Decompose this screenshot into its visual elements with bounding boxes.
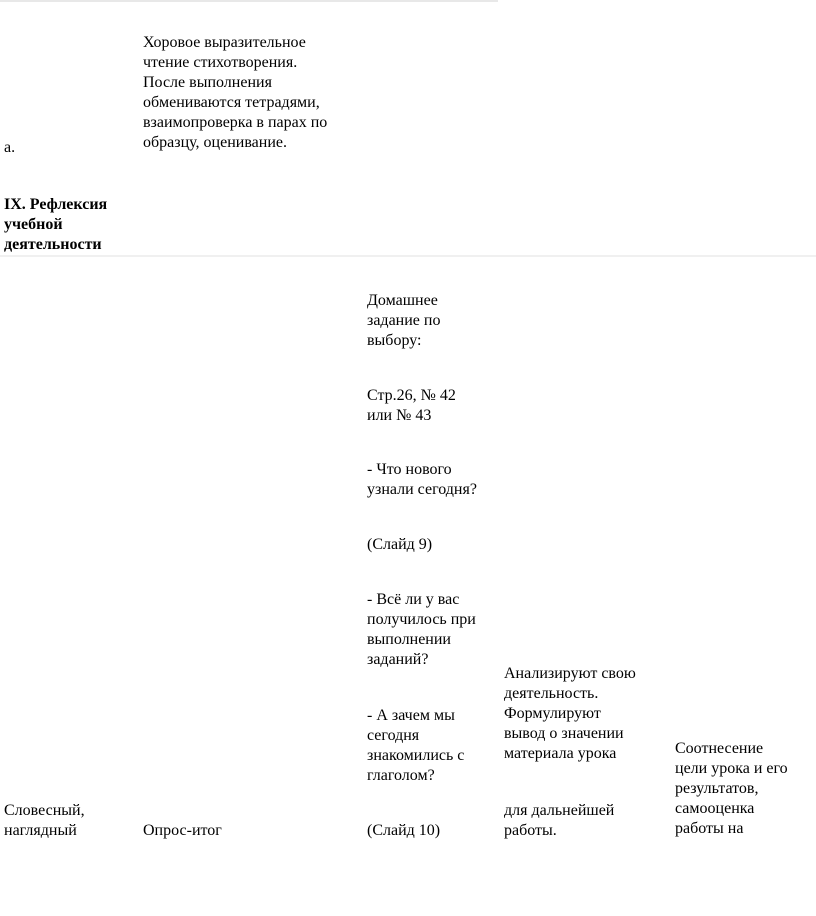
section-title-line: IX. Рефлексия (4, 196, 108, 213)
section-title (4, 195, 107, 255)
students-activity-line: Формулируют (504, 705, 601, 722)
row1-activity-line: взаимопроверка в парах по (143, 114, 328, 131)
row-separator (0, 255, 816, 257)
students-continuation-line: работы. (504, 822, 557, 839)
teacher-homework-line: выбору: (367, 332, 422, 349)
row1-activity-line: обмениваются тетрадями, (143, 94, 320, 111)
table-top-border (0, 0, 498, 2)
row1-stage-cell (4, 138, 15, 158)
row1-activity-cell (143, 33, 327, 153)
row1-activity-line: образцу, оценивание. (143, 134, 287, 151)
students-continuation-line: для дальнейшей (504, 802, 615, 819)
row1-stage-text: а. (4, 139, 16, 156)
teacher-pages-line: Стр.26, № 42 (367, 387, 456, 404)
methods-cell (4, 801, 85, 841)
teacher-homework-line: задание по (367, 312, 441, 329)
teacher-question-line: получилось при (367, 611, 476, 628)
outcomes-line: цели урока и его (675, 760, 788, 777)
teacher-question-line: выполнении (367, 631, 451, 648)
outcomes-cell (675, 739, 788, 839)
teacher-slide-text: (Слайд 10) (367, 822, 441, 839)
teacher-pages (367, 386, 456, 426)
teacher-question-line: - Всё ли у вас (367, 591, 460, 608)
teacher-question-line: глаголом? (367, 767, 435, 784)
section-title-line: деятельности (4, 236, 102, 253)
students-continuation (504, 801, 614, 841)
teacher-homework (367, 291, 440, 351)
teacher-question-line: сегодня (367, 727, 420, 744)
outcomes-line: Соотнесение (675, 740, 764, 757)
teacher-slide-9 (367, 535, 432, 555)
form-text: Опрос-итог (143, 822, 222, 839)
row1-activity-line: Хоровое выразительное (143, 34, 306, 51)
outcomes-line: самооценка (675, 800, 755, 817)
methods-line: Словесный, (4, 802, 85, 819)
students-activity-line: материала урока (504, 745, 617, 762)
form-cell (143, 821, 222, 841)
students-activity-line: деятельность. (504, 685, 599, 702)
methods-line: наглядный (4, 822, 77, 839)
teacher-question-1 (367, 460, 477, 500)
students-activity (504, 664, 636, 764)
row1-activity-line: чтение стихотворения. (143, 54, 298, 71)
outcomes-line: результатов, (675, 780, 759, 797)
teacher-homework-line: Домашнее (367, 292, 438, 309)
section-title-line: учебной (4, 216, 63, 233)
students-activity-line: вывод о значении (504, 725, 624, 742)
teacher-question-line: знакомились с (367, 747, 465, 764)
outcomes-line: работы на (675, 820, 744, 837)
teacher-question-line: - Что нового (367, 461, 452, 478)
teacher-slide-text: (Слайд 9) (367, 536, 433, 553)
teacher-question-line: заданий? (367, 651, 429, 668)
teacher-question-2 (367, 590, 476, 670)
teacher-pages-line: или № 43 (367, 407, 432, 424)
teacher-question-line: узнали сегодня? (367, 481, 477, 498)
row1-activity-line: После выполнения (143, 74, 272, 91)
teacher-slide-10 (367, 821, 440, 841)
students-activity-line: Анализируют свою (504, 665, 636, 682)
teacher-question-line: - А зачем мы (367, 707, 455, 724)
teacher-question-3 (367, 706, 464, 786)
